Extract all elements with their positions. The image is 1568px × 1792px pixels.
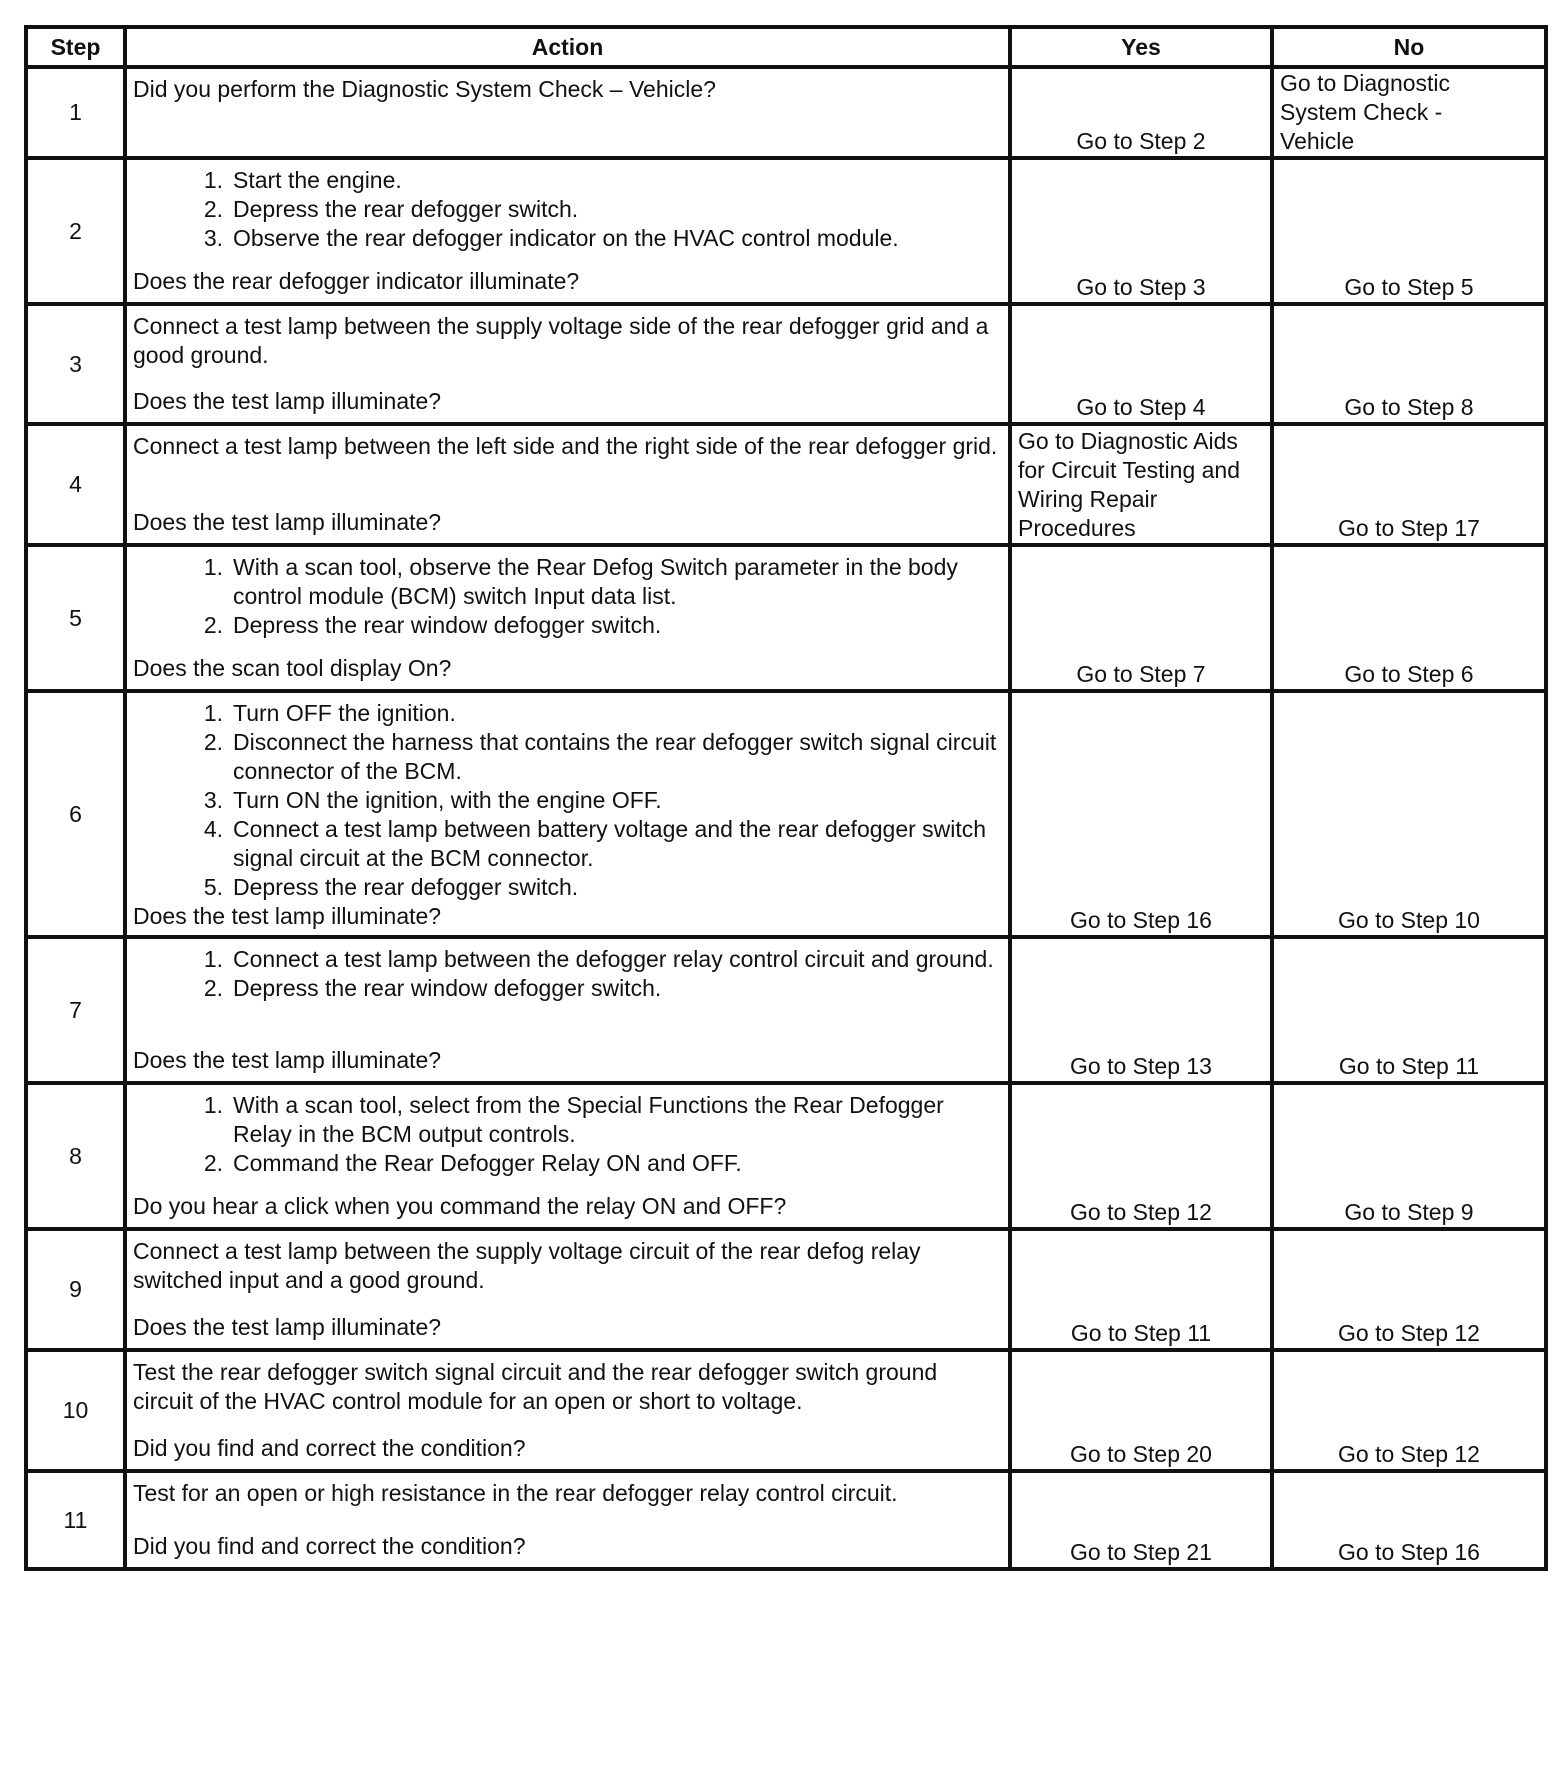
action-step-item xyxy=(185,224,1002,253)
action-step-item xyxy=(185,945,1002,974)
step-number: 5 xyxy=(26,545,125,691)
action-question: Do you hear a click when you command the relay ON and OFF? xyxy=(133,1193,787,1219)
step-number: 3 xyxy=(26,304,125,424)
action-step-item xyxy=(185,786,1002,815)
action-step-number: 1. xyxy=(203,700,223,726)
action-cell xyxy=(125,1471,1010,1569)
no-outcome: Go to Step 5 xyxy=(1272,158,1546,304)
action-step-item xyxy=(185,1149,1002,1178)
header-no: No xyxy=(1272,27,1546,67)
action-step-number: 5. xyxy=(203,874,223,900)
action-cell xyxy=(125,1083,1010,1229)
action-question: Does the test lamp illuminate? xyxy=(133,509,442,535)
table-row xyxy=(26,545,1546,691)
table-row xyxy=(26,67,1546,158)
action-content xyxy=(133,69,1002,147)
action-step-number: 1. xyxy=(203,1092,223,1118)
action-content xyxy=(133,1085,1002,1223)
action-step-item xyxy=(185,611,1002,640)
table-row xyxy=(26,1229,1546,1350)
action-question: Did you find and correct the condition? xyxy=(133,1533,526,1559)
action-cell xyxy=(125,67,1010,158)
action-step-text: Depress the rear defogger switch. xyxy=(233,196,579,222)
table-body xyxy=(26,67,1546,1569)
table-row xyxy=(26,1350,1546,1471)
action-step-number: 2. xyxy=(203,1150,223,1176)
action-content xyxy=(133,1231,1002,1344)
step-number: 9 xyxy=(26,1229,125,1350)
yes-outcome: Go to Step 4 xyxy=(1010,304,1272,424)
action-step-item xyxy=(185,553,1002,611)
action-step-number: 4. xyxy=(203,816,223,842)
yes-outcome: Go to Step 21 xyxy=(1010,1471,1272,1569)
table-row xyxy=(26,937,1546,1083)
no-outcome: Go to Step 10 xyxy=(1272,691,1546,937)
no-outcome: Go to Step 12 xyxy=(1272,1350,1546,1471)
action-cell xyxy=(125,545,1010,691)
action-main xyxy=(133,693,1002,902)
action-step-number: 1. xyxy=(203,554,223,580)
table-row xyxy=(26,304,1546,424)
action-step-number: 1. xyxy=(203,167,223,193)
action-content xyxy=(133,547,1002,685)
action-step-text: Turn OFF the ignition. xyxy=(233,700,456,726)
step-number: 8 xyxy=(26,1083,125,1229)
action-cell xyxy=(125,1229,1010,1350)
yes-outcome: Go to Step 3 xyxy=(1010,158,1272,304)
no-outcome: Go to Step 6 xyxy=(1272,545,1546,691)
action-step-text: Command the Rear Defogger Relay ON and OFF. xyxy=(233,1150,742,1176)
action-question: Does the test lamp illuminate? xyxy=(133,1047,442,1073)
action-question: Did you find and correct the condition? xyxy=(133,1435,526,1461)
action-question: Does the test lamp illuminate? xyxy=(133,903,442,929)
action-step-number: 2. xyxy=(203,975,223,1001)
header-action: Action xyxy=(125,27,1010,67)
action-step-text: Depress the rear window defogger switch. xyxy=(233,612,662,638)
action-step-item xyxy=(185,873,1002,902)
no-outcome: Go to Step 8 xyxy=(1272,304,1546,424)
action-steps-list xyxy=(133,699,1002,902)
table-row xyxy=(26,691,1546,937)
action-step-number: 2. xyxy=(203,196,223,222)
action-instruction: Test the rear defogger switch signal circuit and the rear defogger switch ground circuit of the HVAC control module for an open or short to voltage. xyxy=(133,1359,938,1414)
diagnostic-table xyxy=(24,25,1548,1571)
yes-outcome: Go to Diagnostic Aids for Circuit Testing and Wiring Repair Procedures xyxy=(1010,424,1272,545)
action-cell xyxy=(125,424,1010,545)
action-question: Does the rear defogger indicator illuminate? xyxy=(133,268,580,294)
yes-outcome: Go to Step 2 xyxy=(1010,67,1272,158)
action-step-text: Connect a test lamp between the defogger relay control circuit and ground. xyxy=(233,946,994,972)
no-outcome: Go to Step 11 xyxy=(1272,937,1546,1083)
action-step-text: With a scan tool, select from the Special Functions the Rear Defogger Relay in the BCM output controls. xyxy=(233,1092,944,1147)
action-step-number: 3. xyxy=(203,225,223,251)
action-step-text: Observe the rear defogger indicator on the HVAC control module. xyxy=(233,225,899,251)
action-instruction: Connect a test lamp between the supply voltage side of the rear defogger grid and a good ground. xyxy=(133,313,989,368)
step-number: 4 xyxy=(26,424,125,545)
action-question: Does the test lamp illuminate? xyxy=(133,388,442,414)
yes-outcome: Go to Step 11 xyxy=(1010,1229,1272,1350)
action-step-item xyxy=(185,166,1002,195)
header-step: Step xyxy=(26,27,125,67)
action-content xyxy=(133,426,1002,539)
action-step-text: Depress the rear defogger switch. xyxy=(233,874,579,900)
action-steps-list xyxy=(133,553,1002,640)
action-content xyxy=(133,160,1002,298)
action-cell xyxy=(125,937,1010,1083)
action-main xyxy=(133,939,1002,1003)
step-number: 1 xyxy=(26,67,125,158)
action-instruction: Connect a test lamp between the supply voltage circuit of the rear defog relay switched input and a good ground. xyxy=(133,1238,921,1293)
step-number: 11 xyxy=(26,1471,125,1569)
action-step-number: 3. xyxy=(203,787,223,813)
action-question: Does the test lamp illuminate? xyxy=(133,1314,442,1340)
action-main xyxy=(133,1231,1002,1295)
action-content xyxy=(133,1352,1002,1465)
step-number: 7 xyxy=(26,937,125,1083)
table-row xyxy=(26,1083,1546,1229)
step-number: 6 xyxy=(26,691,125,937)
action-main xyxy=(133,1473,1002,1508)
action-step-text: Turn ON the ignition, with the engine OFF. xyxy=(233,787,662,813)
action-content xyxy=(133,693,1002,931)
action-main xyxy=(133,547,1002,640)
action-step-item xyxy=(185,195,1002,224)
action-cell xyxy=(125,158,1010,304)
action-step-number: 2. xyxy=(203,612,223,638)
yes-outcome: Go to Step 13 xyxy=(1010,937,1272,1083)
action-step-text: Disconnect the harness that contains the rear defogger switch signal circuit connector of the BCM. xyxy=(233,729,997,784)
action-steps-list xyxy=(133,945,1002,1003)
action-step-item xyxy=(185,1091,1002,1149)
step-number: 2 xyxy=(26,158,125,304)
no-outcome: Go to Diagnostic System Check - Vehicle xyxy=(1272,67,1546,158)
header-yes: Yes xyxy=(1010,27,1272,67)
action-main xyxy=(133,306,1002,370)
action-instruction: Connect a test lamp between the left side and the right side of the rear defogger grid. xyxy=(133,433,998,459)
action-cell xyxy=(125,1350,1010,1471)
yes-outcome: Go to Step 7 xyxy=(1010,545,1272,691)
action-steps-list xyxy=(133,1091,1002,1178)
action-step-item xyxy=(185,699,1002,728)
action-step-item xyxy=(185,974,1002,1003)
yes-outcome: Go to Step 12 xyxy=(1010,1083,1272,1229)
no-outcome: Go to Step 17 xyxy=(1272,424,1546,545)
action-step-number: 1. xyxy=(203,946,223,972)
action-step-text: With a scan tool, observe the Rear Defog Switch parameter in the body control module (BCM) switch Input data list. xyxy=(233,554,958,609)
action-main xyxy=(133,69,1002,104)
action-step-number: 2. xyxy=(203,729,223,755)
yes-outcome: Go to Step 20 xyxy=(1010,1350,1272,1471)
table-row xyxy=(26,158,1546,304)
action-main xyxy=(133,1352,1002,1416)
yes-outcome: Go to Step 16 xyxy=(1010,691,1272,937)
no-outcome: Go to Step 9 xyxy=(1272,1083,1546,1229)
action-step-text: Start the engine. xyxy=(233,167,402,193)
action-main xyxy=(133,160,1002,253)
action-step-text: Depress the rear window defogger switch. xyxy=(233,975,662,1001)
action-steps-list xyxy=(133,166,1002,253)
no-outcome: Go to Step 16 xyxy=(1272,1471,1546,1569)
action-question: Does the scan tool display On? xyxy=(133,655,452,681)
action-instruction: Did you perform the Diagnostic System Check – Vehicle? xyxy=(133,76,716,102)
table-row xyxy=(26,1471,1546,1569)
action-instruction: Test for an open or high resistance in the rear defogger relay control circuit. xyxy=(133,1480,898,1506)
header-row xyxy=(26,27,1546,67)
action-content xyxy=(133,939,1002,1077)
action-main xyxy=(133,1085,1002,1178)
table-row xyxy=(26,424,1546,545)
action-step-item xyxy=(185,815,1002,873)
action-step-item xyxy=(185,728,1002,786)
step-number: 10 xyxy=(26,1350,125,1471)
action-cell xyxy=(125,691,1010,937)
action-cell xyxy=(125,304,1010,424)
action-main xyxy=(133,426,1002,461)
action-step-text: Connect a test lamp between battery voltage and the rear defogger switch signal circuit at the BCM connector. xyxy=(233,816,987,871)
action-content xyxy=(133,1473,1002,1563)
no-outcome: Go to Step 12 xyxy=(1272,1229,1546,1350)
action-content xyxy=(133,306,1002,418)
